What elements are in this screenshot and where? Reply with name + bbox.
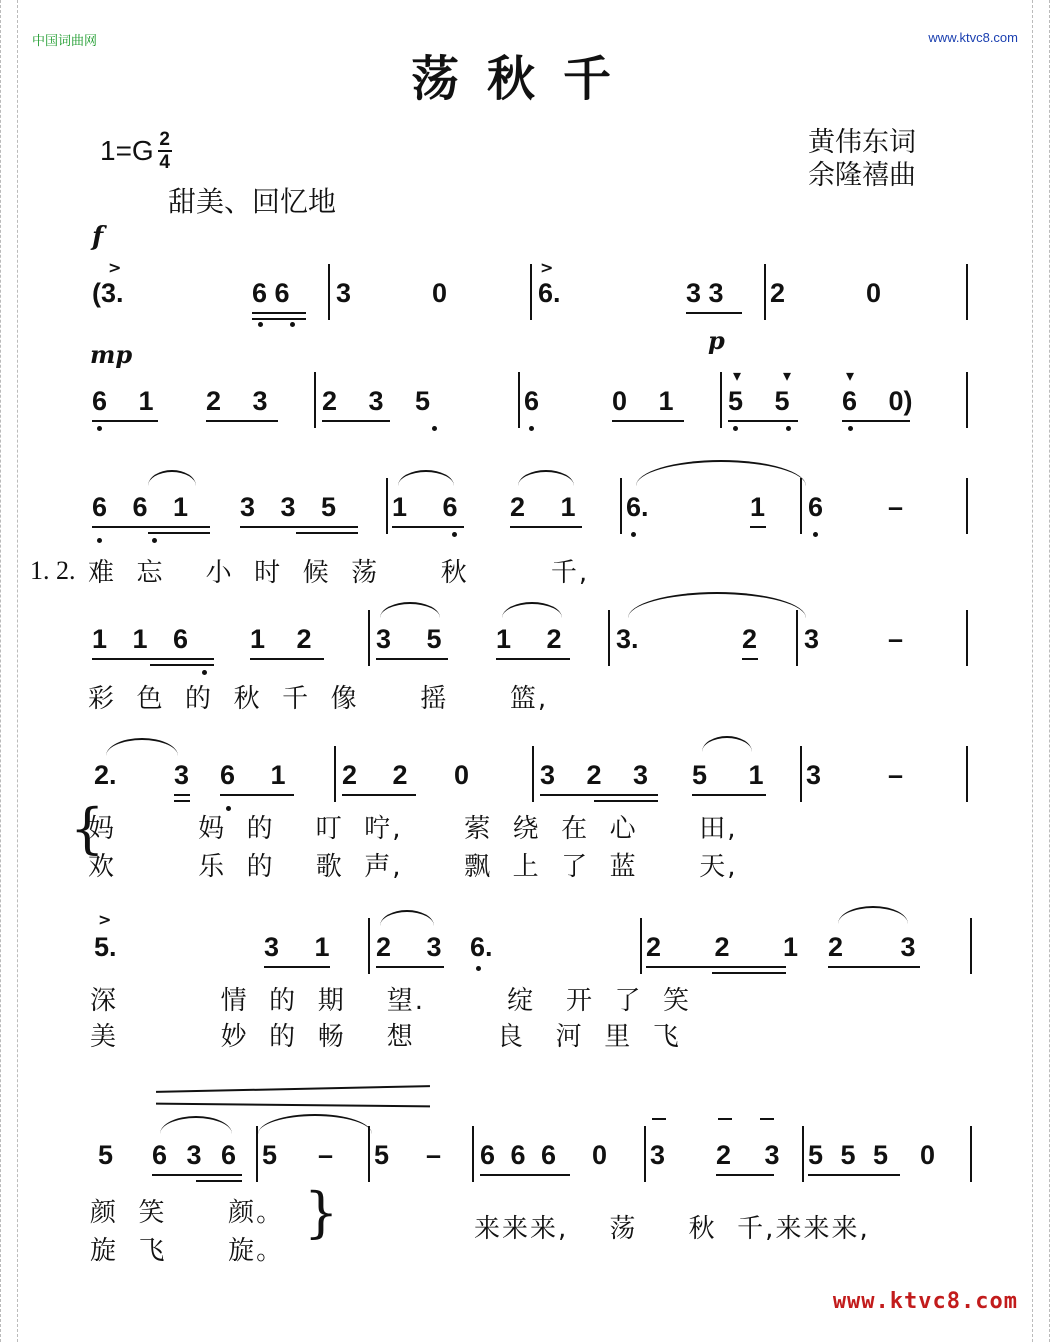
bar-line <box>256 1126 258 1182</box>
beam <box>510 526 582 528</box>
beam <box>808 1174 900 1176</box>
tie <box>636 460 806 486</box>
bar-line <box>966 478 968 534</box>
low-octave-dot <box>97 426 102 431</box>
low-octave-dot <box>290 322 295 327</box>
bar-line <box>966 372 968 428</box>
note-group: – <box>888 492 904 522</box>
bar-line <box>368 1126 370 1182</box>
bar-line <box>800 746 802 802</box>
right-margin-strip <box>1032 0 1050 1342</box>
bar-line <box>800 478 802 534</box>
note-group: 1 2 <box>250 624 312 654</box>
note-group: 3. <box>616 624 639 654</box>
dynamic-p: p <box>708 326 725 355</box>
note-group: 2 <box>770 278 786 308</box>
note-group: 3 <box>650 1140 666 1170</box>
footer-watermark[interactable]: www.ktvc8.com <box>832 1289 1018 1314</box>
slur <box>258 1114 372 1134</box>
note-group: 1 6 <box>392 492 458 522</box>
note-group: 5. <box>94 932 117 962</box>
note-group: 6 6 6 <box>480 1140 557 1170</box>
beam <box>842 420 910 422</box>
lyricist: 黄伟东词 <box>808 127 916 158</box>
time-signature <box>158 130 172 172</box>
beam <box>742 658 758 660</box>
note-group: 3 3 <box>686 278 724 308</box>
note-group: 0 <box>592 1140 608 1170</box>
note-group: – <box>318 1140 334 1170</box>
slur <box>518 470 574 486</box>
note-group: 0 <box>866 278 882 308</box>
lyric-line: 旋 飞 旋。 <box>90 1236 285 1266</box>
note-group: 2 2 <box>342 760 408 790</box>
low-octave-dot <box>258 322 263 327</box>
note-group: 3 <box>174 760 190 790</box>
time-top: 2 <box>159 129 170 150</box>
beam <box>152 1174 242 1176</box>
note-group: 5 <box>374 1140 390 1170</box>
bar-line <box>644 1126 646 1182</box>
slur <box>838 906 908 924</box>
accent-mark: > <box>540 258 554 277</box>
slur <box>398 470 454 486</box>
beam <box>692 794 766 796</box>
tie <box>628 592 806 618</box>
note-group: 5 1 <box>692 760 764 790</box>
beam <box>296 532 358 534</box>
slur <box>148 470 196 486</box>
bar-line <box>802 1126 804 1182</box>
bar-line <box>472 1126 474 1182</box>
slur <box>502 602 562 618</box>
bar-line <box>368 610 370 666</box>
note-group: 2. <box>94 760 117 790</box>
high-octave-dash <box>760 1118 774 1120</box>
beam <box>264 966 330 968</box>
beam <box>392 526 464 528</box>
site-watermark-left[interactable]: 中国词曲网 <box>32 34 98 49</box>
bar-line <box>386 478 388 534</box>
note-group: 2 3 <box>376 932 442 962</box>
bar-line <box>620 478 622 534</box>
beam <box>92 526 210 528</box>
note-group: 5 <box>262 1140 278 1170</box>
dynamic-mp: mp <box>90 340 133 369</box>
low-octave-dot <box>848 426 853 431</box>
note-group: 6 <box>524 386 540 416</box>
note-group: 3 5 <box>376 624 442 654</box>
bar-line <box>966 746 968 802</box>
note-group: 0 <box>454 760 470 790</box>
beam <box>92 420 158 422</box>
note-group: 3 2 3 <box>540 760 649 790</box>
slur <box>702 736 752 752</box>
beam <box>686 312 742 314</box>
note-group: 5 5 <box>728 386 790 416</box>
staccato-mark: ▾ <box>733 366 742 385</box>
verse-brace: { <box>70 797 105 860</box>
beam <box>716 1174 774 1176</box>
note-group: 3 <box>336 278 352 308</box>
low-octave-dot <box>97 538 102 543</box>
low-octave-dot <box>529 426 534 431</box>
time-bottom: 4 <box>159 152 170 173</box>
bar-line <box>314 372 316 428</box>
crescendo-line <box>156 1103 430 1108</box>
note-group: 6. <box>626 492 649 522</box>
beam <box>480 1174 570 1176</box>
staccato-mark: ▾ <box>846 366 855 385</box>
low-octave-dot <box>733 426 738 431</box>
slur <box>160 1116 232 1134</box>
note-group: 2 3 <box>206 386 268 416</box>
note-group: (3. <box>92 278 124 308</box>
beam <box>728 420 798 422</box>
bar-line <box>640 918 642 974</box>
bar-line <box>966 264 968 320</box>
beam <box>342 794 416 796</box>
beam <box>540 794 658 796</box>
note-group: 2 3 <box>828 932 916 962</box>
beam <box>322 420 390 422</box>
bar-line <box>796 610 798 666</box>
beam <box>92 658 214 660</box>
low-octave-dot <box>786 426 791 431</box>
note-group: 3 3 5 <box>240 492 337 522</box>
slur <box>380 602 440 618</box>
beam <box>594 800 658 802</box>
lyric-line: 来来来, 荡 秋 千,来来来, <box>474 1214 870 1244</box>
lyric-line: 颜 笑 颜。 <box>90 1198 285 1228</box>
lyric-line: 妈 妈 的 叮 咛, 萦 绕 在 心 田, <box>88 814 738 844</box>
bar-line <box>532 746 534 802</box>
bar-line <box>970 1126 972 1182</box>
song-title: 荡秋千 <box>410 51 639 107</box>
high-octave-dash <box>652 1118 666 1120</box>
bar-line <box>530 264 532 320</box>
composer: 余隆禧曲 <box>808 160 916 191</box>
accent-mark: > <box>98 910 112 929</box>
note-group: 6 3 6 <box>152 1140 237 1170</box>
beam <box>828 966 920 968</box>
note-group: 5 5 5 <box>808 1140 889 1170</box>
beam <box>252 312 306 314</box>
crescendo-line <box>156 1085 430 1093</box>
bar-line <box>720 372 722 428</box>
lyric-line: 彩 色 的 秋 千 像 摇 篮, <box>88 684 549 714</box>
note-group: 1 <box>750 492 766 522</box>
high-octave-dash <box>718 1118 732 1120</box>
left-margin-strip <box>0 0 18 1342</box>
beam <box>646 966 786 968</box>
note-group: 6. <box>538 278 561 308</box>
beam <box>250 658 324 660</box>
low-octave-dot <box>452 532 457 537</box>
beam <box>496 658 570 660</box>
slur <box>380 910 434 926</box>
bar-line <box>764 264 766 320</box>
bar-line <box>328 264 330 320</box>
lyric-line: 难 忘 小 时 候 荡 秋 千, <box>88 558 590 588</box>
lyric-line: 深 情 的 期 望. 绽 开 了 笑 <box>90 986 691 1016</box>
beam <box>196 1180 242 1182</box>
note-group: 6 6 1 <box>92 492 189 522</box>
note-group: 2 1 <box>510 492 576 522</box>
note-group: 6 0) <box>842 386 913 416</box>
tempo-marking: 甜美、回忆地 <box>168 185 337 218</box>
note-group: 2 3 <box>716 1140 780 1170</box>
note-group: 2 2 1 <box>646 932 799 962</box>
note-group: 0 1 <box>612 386 674 416</box>
beam <box>612 420 684 422</box>
beam <box>174 794 190 796</box>
bar-line <box>970 918 972 974</box>
beam <box>240 526 358 528</box>
note-group: – <box>888 624 904 654</box>
beam <box>206 420 278 422</box>
beam <box>376 966 444 968</box>
bar-line <box>608 610 610 666</box>
note-group: 1 1 6 <box>92 624 189 654</box>
credits <box>808 126 916 192</box>
low-octave-dot <box>202 670 207 675</box>
note-group: 3 1 <box>264 932 330 962</box>
beam <box>252 318 306 320</box>
note-group: 5 <box>98 1140 114 1170</box>
lyric-line: 美 妙 的 畅 想 良 河 里 飞 <box>90 1022 681 1052</box>
note-group: 0 <box>920 1140 936 1170</box>
note-group: 3 <box>804 624 820 654</box>
bar-line <box>966 610 968 666</box>
site-watermark-right[interactable]: www.ktvc8.com <box>928 30 1018 45</box>
key-label: 1=G <box>100 135 154 166</box>
accent-mark: > <box>108 258 122 277</box>
low-octave-dot <box>476 966 481 971</box>
note-group: 6 6 <box>252 278 290 308</box>
bar-line <box>518 372 520 428</box>
note-group: 0 <box>432 278 448 308</box>
staccato-mark: ▾ <box>783 366 792 385</box>
key-signature <box>100 130 172 172</box>
dynamic-f: f <box>92 222 104 252</box>
verse-brace-close: } <box>304 1181 339 1244</box>
beam <box>712 972 786 974</box>
note-group: 6. <box>470 932 493 962</box>
low-octave-dot <box>152 538 157 543</box>
beam <box>148 532 210 534</box>
note-group: 6 1 <box>220 760 286 790</box>
beam <box>220 794 294 796</box>
note-group: 2 3 5 <box>322 386 431 416</box>
slur <box>106 738 178 756</box>
beam <box>750 526 766 528</box>
low-octave-dot <box>631 532 636 537</box>
beam <box>376 658 448 660</box>
verse-number: 1. 2. <box>30 556 76 585</box>
note-group: – <box>888 760 904 790</box>
note-group: 6 1 <box>92 386 154 416</box>
beam <box>150 664 214 666</box>
bar-line <box>334 746 336 802</box>
beam <box>174 800 190 802</box>
note-group: 2 <box>742 624 758 654</box>
note-group: 1 2 <box>496 624 562 654</box>
bar-line <box>368 918 370 974</box>
note-group: 3 <box>806 760 822 790</box>
lyric-line: 欢 乐 的 歌 声, 飘 上 了 蓝 天, <box>88 852 738 882</box>
low-octave-dot <box>813 532 818 537</box>
note-group: – <box>426 1140 442 1170</box>
note-group: 6 <box>808 492 824 522</box>
low-octave-dot <box>432 426 437 431</box>
